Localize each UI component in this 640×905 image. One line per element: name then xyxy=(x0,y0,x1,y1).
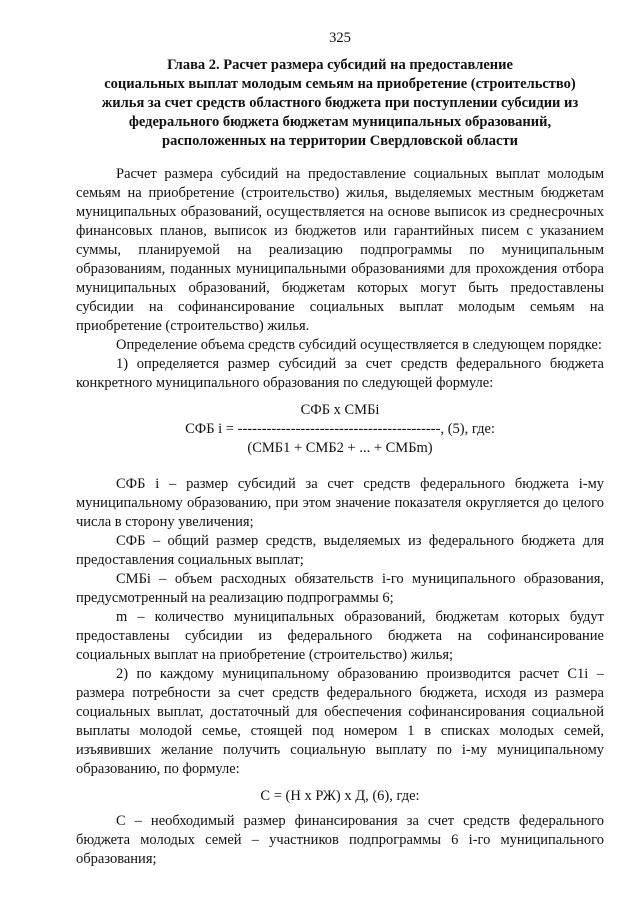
formula-5-denominator: (СМБ1 + СМБ2 + ... + СМБm) xyxy=(247,440,433,456)
chapter-title-line: расположенных на территории Свердловской области xyxy=(162,133,518,149)
chapter-title-line: федерального бюджета бюджетам муниципальных образований, xyxy=(128,114,552,130)
formula-5 xyxy=(76,401,604,458)
formula-5-numerator: СФБ х СМБi xyxy=(300,402,380,418)
formula-6: С = (Н х РЖ) х Д, (6), где: xyxy=(260,788,420,804)
paragraph-step-1: 1) определяется размер субсидий за счет средств федерального бюджета конкретного муниципального образования по следующей формуле: xyxy=(76,356,604,391)
formula-5-main-line xyxy=(76,420,604,439)
paragraph-order: Определение объема средств субсидий осуществляется в следующем порядке: xyxy=(116,337,602,353)
chapter-title-line: Глава 2. Расчет размера субсидий на предоставление xyxy=(167,57,513,73)
definition-sfb-i: СФБ i – размер субсидий за счет средств федерального бюджета i-му муниципальному образованию, при этом значение показателя округляется до целого числа в сторону увеличения; xyxy=(76,476,604,530)
chapter-title-line: жилья за счет средств областного бюджета при поступлении субсидии из xyxy=(101,95,579,111)
formula-5-fraction-bar: ------------------------------------------ xyxy=(237,421,441,437)
page-number: 325 xyxy=(329,30,351,46)
definition-smb-i: СМБi – объем расходных обязательств i-го муниципального образования, предусмотренный на реализацию подпрограммы 6; xyxy=(76,571,604,606)
definition-m: m – количество муниципальных образований, бюджетам которых будут предоставлены субсидии из федерального бюджета на софинансирование социальных выплат на приобретение (строительство) жилья; xyxy=(76,609,604,663)
chapter-title xyxy=(76,56,604,151)
formula-5-left: СФБ i = xyxy=(185,421,238,437)
paragraph-step-2: 2) по каждому муниципальному образованию производится расчет С1i – размера потребности за счет средств федерального бюджета, исходя из размера социальных выплат, достаточный для обеспечения софинансирования социальной выплаты молодой семье, стоящей под номером 1 в списках молодых семей, изъявивших желание получить социальную выплату по i-му муниципальному образованию, по формуле: xyxy=(76,666,604,777)
definition-sfb: СФБ – общий размер средств, выделяемых из федерального бюджета для предоставления социальных выплат; xyxy=(76,533,604,568)
body-text xyxy=(76,165,604,869)
definition-c: С – необходимый размер финансирования за счет средств федерального бюджета молодых семей – участников подпрограммы 6 i-го муниципального образования; xyxy=(76,813,604,867)
formula-5-right: , (5), где: xyxy=(440,421,495,437)
chapter-title-line: социальных выплат молодым семьям на приобретение (строительство) xyxy=(104,76,576,92)
paragraph-intro: Расчет размера субсидий на предоставление социальных выплат молодым семьям на приобретение (строительство) жилья, выделяемых местным бюджетам муниципальных образований, осуществляется на основе выписок из среднесрочных финансовых планов, выписок из бюджетов или гарантийных писем с указанием суммы, планируемой на реализацию подпрограммы по муниципальным образованиям, поданных муниципальными образованиями для прохождения отбора муниципальных образований, бюджетам которых могут быть предоставлены субсидии на софинансирование социальных выплат молодым семьям на приобретение (строительство) жилья. xyxy=(76,166,604,334)
